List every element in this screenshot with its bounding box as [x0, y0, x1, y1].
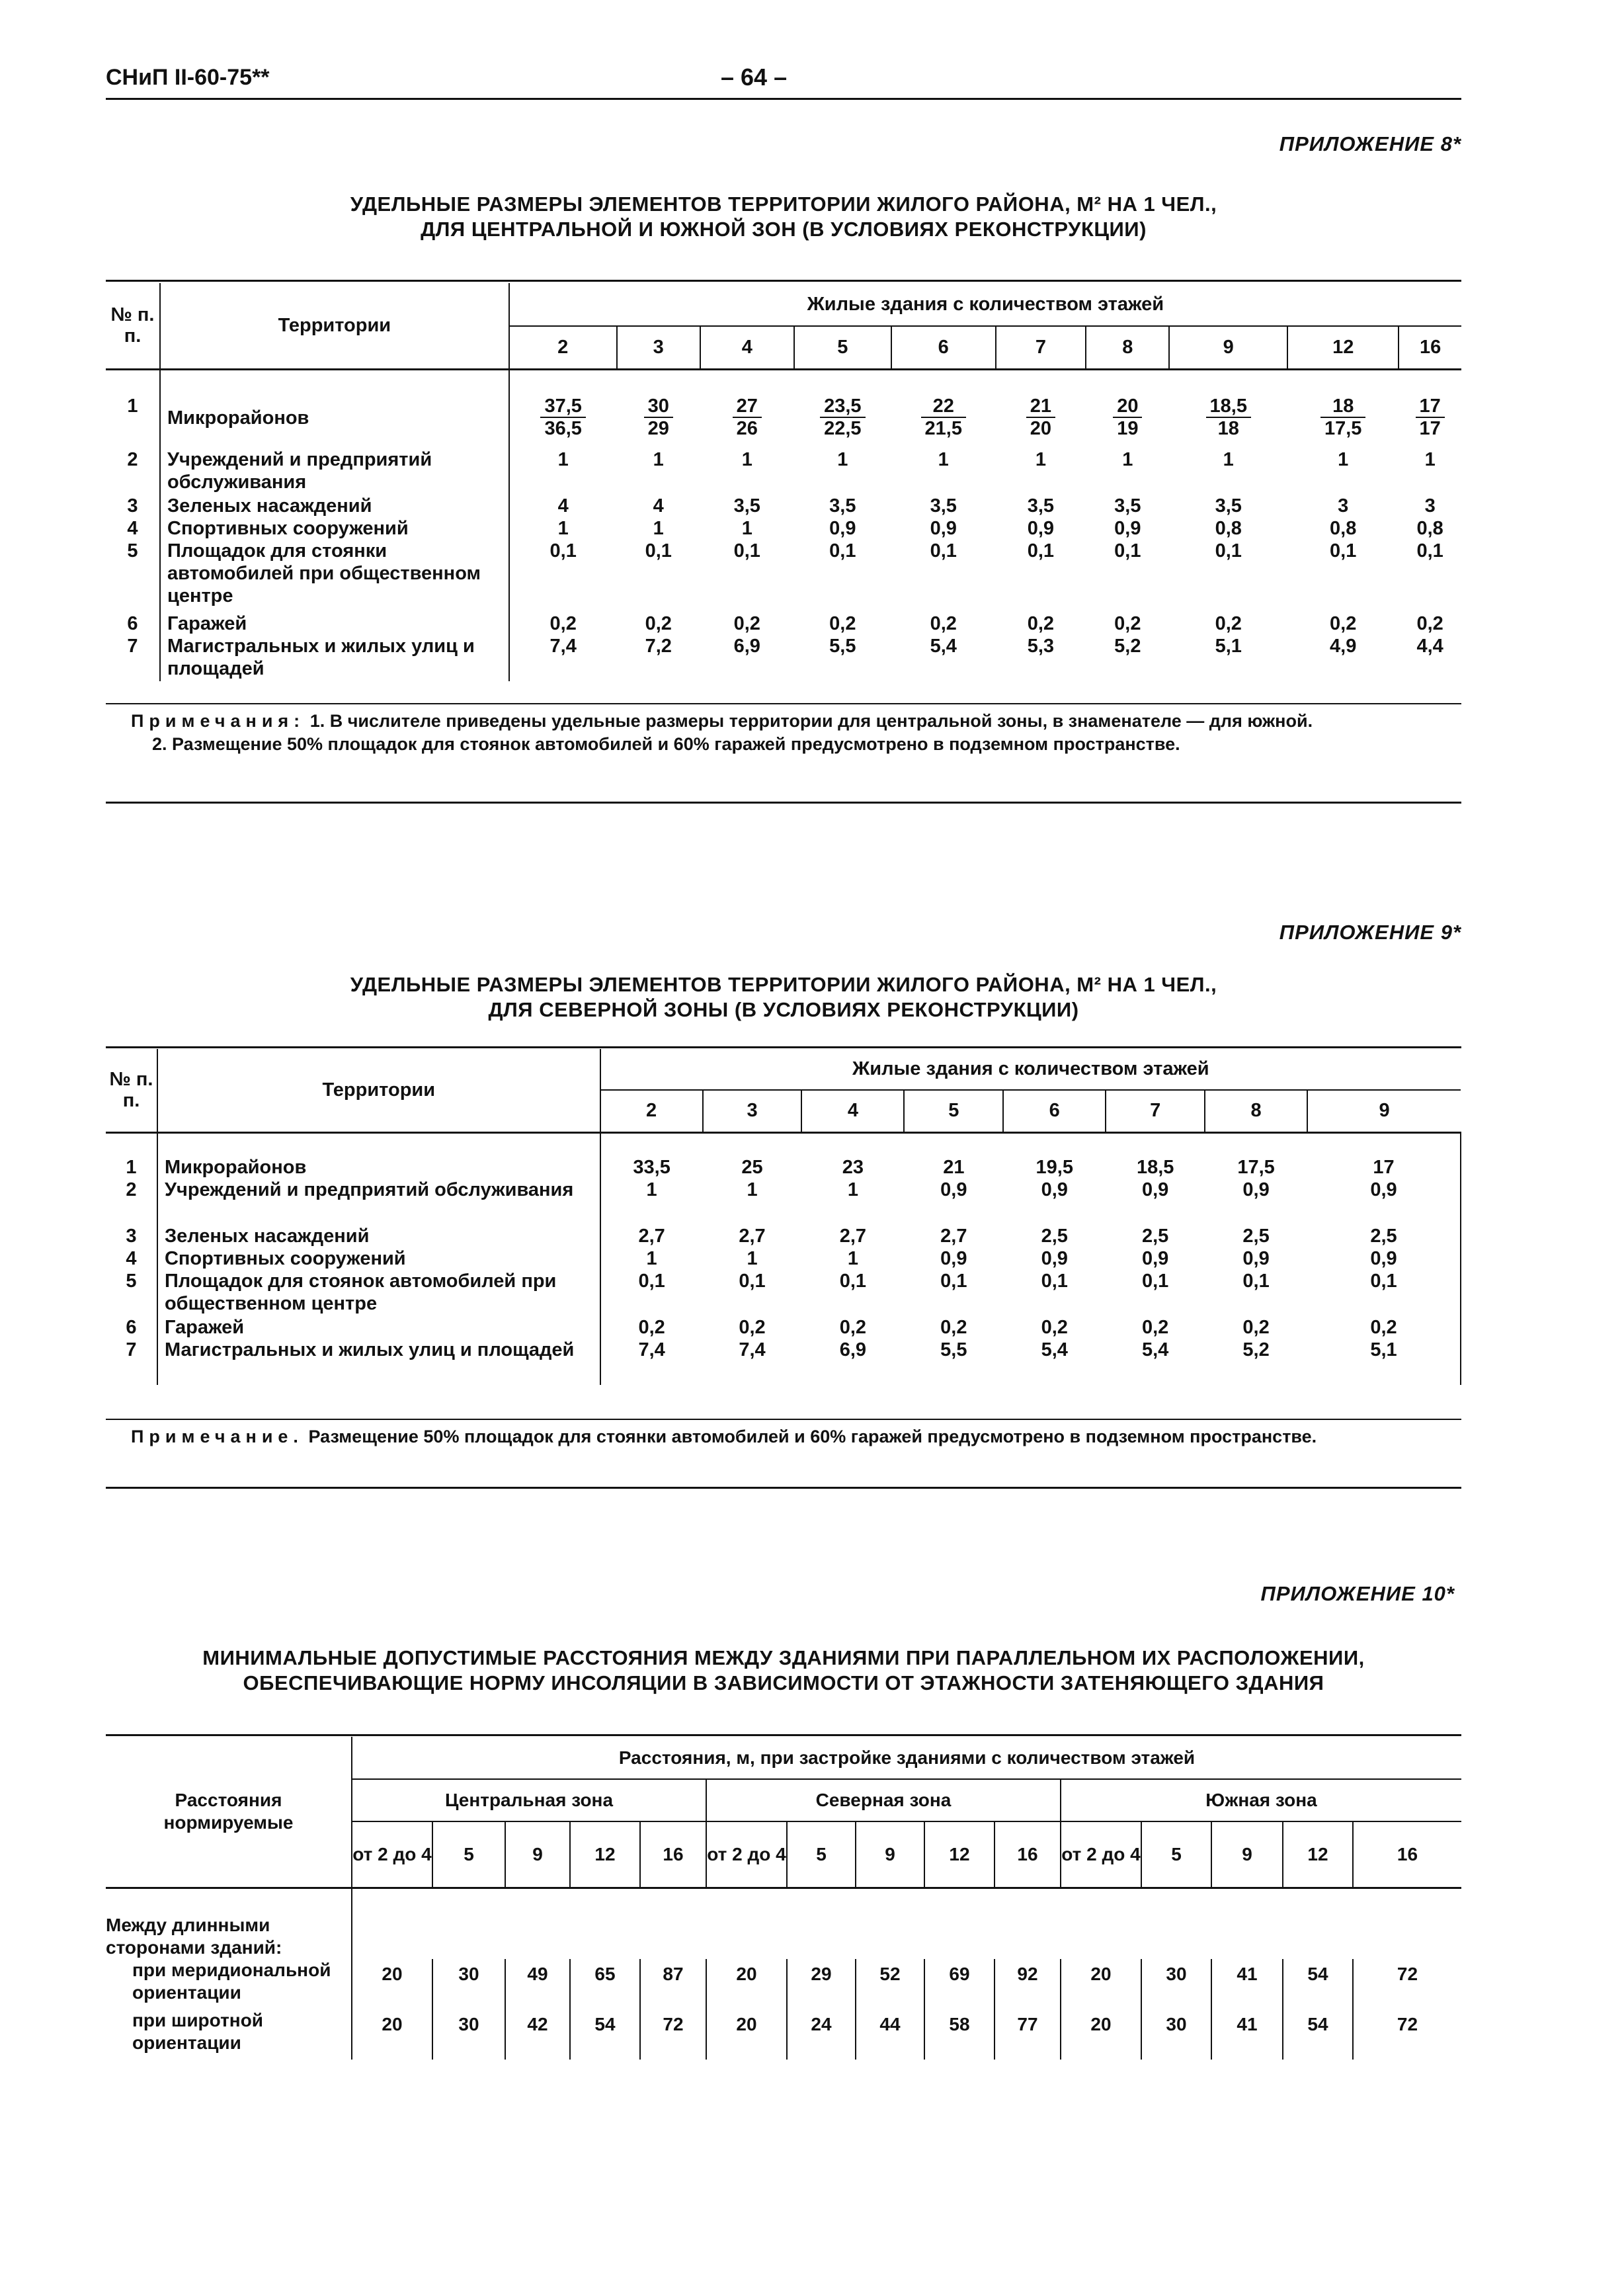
- table-cell: 0,2: [839, 1317, 867, 1338]
- table-row: [106, 1270, 1461, 1316]
- header-rule: [106, 98, 1461, 100]
- floors-group-header: Жилые здания с количеством этажей: [509, 283, 1461, 326]
- table-cell: 1: [837, 449, 848, 470]
- floor-header: 6: [891, 326, 996, 369]
- table-cell: 0,9: [1027, 518, 1055, 539]
- floor-header: 12: [570, 1821, 640, 1888]
- floor-header: 7: [996, 326, 1086, 369]
- row-name: Магистральных и жилых улиц и площадей: [160, 635, 509, 681]
- appendix-8-notes: Примечания: 1. В числителе приведены удельные размеры территории для центральной зоны, в знаменателе — для южной. 2. Размещение 50% площадок для стоянок автомобилей и 60% гаражей предусмотрено в подземном пространстве.: [131, 711, 1313, 754]
- table-cell: 1: [747, 1248, 758, 1269]
- table-cell: 20: [706, 2009, 787, 2060]
- floor-header: 9: [1211, 1821, 1283, 1888]
- table-cell: 1: [557, 518, 569, 539]
- table-cell: 0,1: [638, 1271, 665, 1292]
- table-cell: 41: [1211, 2009, 1283, 2060]
- table-cell: 0,1: [645, 540, 672, 562]
- table-cell: 0,8: [1215, 518, 1242, 539]
- table-cell: 2,7: [739, 1226, 766, 1247]
- table-cell: 42: [505, 2009, 570, 2060]
- appendix-8-table: [106, 283, 1461, 681]
- floor-header: 3: [703, 1090, 802, 1132]
- table-cell: 0,2: [549, 613, 577, 634]
- row-number: 6: [106, 612, 160, 635]
- table-cell: 0,1: [1416, 540, 1443, 562]
- table-cell: 0,2: [1142, 1317, 1169, 1338]
- table-cell: 30: [432, 2009, 505, 2060]
- table-cell: 4,4: [1416, 636, 1443, 657]
- table-cell: 0,8: [1416, 518, 1443, 539]
- fraction-value: $\frac{30}{29}$: [644, 396, 673, 439]
- table-cell: 0,9: [1307, 1179, 1461, 1225]
- zone-header-central: Центральная зона: [352, 1779, 706, 1821]
- floor-header: 9: [1307, 1090, 1461, 1132]
- floor-header: 4: [801, 1090, 904, 1132]
- table-cell: 2,5: [1307, 1225, 1461, 1247]
- floor-header: 5: [432, 1821, 505, 1888]
- table-cell: 0,1: [930, 540, 957, 562]
- row-name: Площадок для стоянки автомобилей при общественном центре: [160, 540, 509, 612]
- table-cell: 24: [787, 2009, 856, 2060]
- table-cell: 77: [995, 2009, 1061, 2060]
- row-name: Магистральных и жилых улиц и площадей: [157, 1339, 600, 1385]
- table-cell: 72: [1353, 1959, 1461, 2009]
- table-cell: 1: [653, 449, 664, 470]
- table-cell: 0,9: [940, 1179, 967, 1200]
- table-cell: 0,9: [1041, 1179, 1068, 1200]
- page-number: – 64 –: [721, 63, 788, 91]
- floor-header: 5: [794, 326, 891, 369]
- table-cell: 7,4: [638, 1339, 665, 1360]
- floor-header: от 2 до 4: [706, 1821, 787, 1888]
- table-cell: 0,9: [1307, 1247, 1461, 1270]
- table-cell: 0,2: [1307, 1316, 1461, 1339]
- table-cell: 1: [847, 1248, 858, 1269]
- table-10-top-rule: [106, 1734, 1461, 1736]
- floor-header: 16: [640, 1821, 706, 1888]
- floor-header: от 2 до 4: [1061, 1821, 1141, 1888]
- table-cell: 7,4: [549, 636, 577, 657]
- table-cell: 5,1: [1215, 636, 1242, 657]
- row-number: 3: [106, 495, 160, 517]
- table-cell: 3,5: [733, 495, 760, 517]
- table-cell: 17: [1307, 1156, 1461, 1179]
- table-cell: 0,9: [940, 1248, 967, 1269]
- table-cell: 30: [1141, 1959, 1211, 2009]
- floor-header: 9: [856, 1821, 924, 1888]
- table-cell: 20: [382, 2014, 403, 2034]
- table-cell: 41: [1211, 1959, 1283, 2009]
- table-cell: 1: [646, 1179, 657, 1200]
- table-cell: 0,1: [1114, 540, 1141, 562]
- floor-header: 16: [1353, 1821, 1461, 1888]
- document-code: СНиП II-60-75**: [106, 65, 270, 90]
- row-name: Учреждений и предприятий обслуживания: [160, 448, 509, 495]
- row-name: при меридиональной ориентации: [106, 1959, 352, 2009]
- appendix-10-label: ПРИЛОЖЕНИЕ 10*: [1260, 1582, 1455, 1605]
- row-number: 1: [106, 1156, 157, 1179]
- appendix-8-label: ПРИЛОЖЕНИЕ 8*: [1279, 132, 1461, 155]
- table-cell: 0,2: [1416, 613, 1443, 634]
- column-header-territory: Территории: [160, 283, 509, 369]
- table-cell: 1: [653, 518, 664, 539]
- floor-header: 16: [1399, 326, 1461, 369]
- floor-header: 5: [787, 1821, 856, 1888]
- table-cell: 5,2: [1242, 1339, 1270, 1360]
- floor-header: 8: [1205, 1090, 1307, 1132]
- table-row: [106, 1179, 1461, 1225]
- floor-header: 9: [505, 1821, 570, 1888]
- table-cell: 2,7: [638, 1226, 665, 1247]
- table-cell: 4,9: [1330, 636, 1357, 657]
- table-row: [106, 448, 1461, 495]
- column-header-no: № п. п.: [106, 1049, 157, 1132]
- fraction-value: $\frac{23,5}{22,5}$: [820, 396, 865, 439]
- table-cell: 0,2: [733, 613, 760, 634]
- table-cell: 2,5: [1142, 1226, 1169, 1247]
- table-cell: 54: [570, 2009, 640, 2060]
- table-cell: 20: [1061, 1959, 1141, 2009]
- table-cell: 1: [938, 449, 949, 470]
- table-cell: 5,2: [1114, 636, 1141, 657]
- row-name: Микрорайонов: [157, 1156, 600, 1179]
- row-number: 4: [106, 517, 160, 540]
- row-number: 3: [106, 1225, 157, 1247]
- table-cell: 33,5: [633, 1157, 670, 1178]
- table-cell: 30: [1141, 2009, 1211, 2060]
- table-cell: 72: [640, 2009, 706, 2060]
- table-cell: 20: [1061, 2009, 1141, 2060]
- table-cell: 0,1: [733, 540, 760, 562]
- table-cell: 65: [570, 1959, 640, 2009]
- table-cell: 20: [706, 1959, 787, 2009]
- appendix-9-end-rule: [106, 1487, 1461, 1489]
- table-cell: 49: [505, 1959, 570, 2009]
- table-cell: 1: [1122, 449, 1133, 470]
- table-cell: 92: [995, 1959, 1061, 2009]
- table-cell: 0,2: [930, 613, 957, 634]
- distance-group-header: Расстояния, м, при застройке зданиями с количеством этажей: [352, 1737, 1461, 1779]
- table-cell: 0,9: [1142, 1248, 1169, 1269]
- table-cell: 44: [856, 2009, 924, 2060]
- table-row: 1 Микрорайонов $\frac{37,5}{36,5}$ $\frac{30}{29}$ $\frac{27}{26}$ $\frac{23,5}{22,5}$ $\frac{22}{21,5}$ $\frac{21}{20}$ $\frac{20}{19}$ $\frac{18,5}{18}$ $\frac{18}{17,5}$ $\frac{17}{17}$: [106, 396, 1461, 448]
- table-cell: 6,9: [733, 636, 760, 657]
- table-cell: 0,1: [1215, 540, 1242, 562]
- table-cell: 0,8: [1330, 518, 1357, 539]
- section-label: Между длинными сторонами зданий:: [106, 1914, 352, 1959]
- floor-header: 12: [1283, 1821, 1353, 1888]
- row-number: 7: [106, 1339, 157, 1385]
- floor-header: 2: [557, 336, 569, 358]
- table-row: [106, 1316, 1461, 1339]
- table-row: [106, 1339, 1461, 1385]
- table-cell: 1: [1424, 449, 1436, 470]
- table-cell: 0,2: [1242, 1317, 1270, 1338]
- table-cell: 3,5: [829, 495, 856, 517]
- row-name: Спортивных сооружений: [157, 1247, 600, 1270]
- row-name: Спортивных сооружений: [160, 517, 509, 540]
- floor-header: 7: [1106, 1090, 1205, 1132]
- table-cell: 0,1: [829, 540, 856, 562]
- table-cell: 3,5: [1215, 495, 1242, 517]
- table-cell: 0,1: [1142, 1271, 1169, 1292]
- floor-header: 3: [617, 326, 700, 369]
- table-cell: 5,4: [1041, 1339, 1068, 1360]
- table-9-bottom-rule: [106, 1419, 1461, 1420]
- column-header-distances: Расстояния нормируемые: [106, 1737, 352, 1888]
- table-cell: 0,1: [1027, 540, 1055, 562]
- table-row: [106, 540, 1461, 612]
- appendix-9-title: УДЕЛЬНЫЕ РАЗМЕРЫ ЭЛЕМЕНТОВ ТЕРРИТОРИИ ЖИЛОГО РАЙОНА, М² НА 1 ЧЕЛ., ДЛЯ СЕВЕРНОЙ ЗОНЫ (В УСЛОВИЯХ РЕКОНСТРУКЦИИ): [350, 973, 1217, 1021]
- fraction-value: $\frac{27}{26}$: [733, 396, 762, 439]
- table-cell: 52: [856, 1959, 924, 2009]
- table-cell: 87: [640, 1959, 706, 2009]
- zone-header-north: Северная зона: [706, 1779, 1061, 1821]
- table-cell: 0,2: [829, 613, 856, 634]
- table-cell: 7,4: [739, 1339, 766, 1360]
- table-cell: 0,2: [739, 1317, 766, 1338]
- floors-group-header: Жилые здания с количеством этажей: [600, 1049, 1461, 1090]
- fraction-value: $\frac{18,5}{18}$: [1206, 396, 1251, 439]
- table-cell: 0,2: [1027, 613, 1055, 634]
- table-cell: 3: [1338, 495, 1349, 517]
- fraction-value: $\frac{21}{20}$: [1026, 396, 1055, 439]
- floor-header: от 2 до 4: [352, 1843, 432, 1864]
- row-number: 7: [106, 635, 160, 681]
- table-cell: 23: [842, 1157, 864, 1178]
- fraction-value: $\frac{22}{21,5}$: [921, 396, 966, 439]
- table-8-top-rule: [106, 280, 1461, 282]
- table-cell: 0,1: [1307, 1270, 1461, 1316]
- table-row: [106, 1156, 1461, 1179]
- table-cell: 1: [1338, 449, 1349, 470]
- table-row: [106, 1959, 1461, 2009]
- table-cell: 1: [1223, 449, 1234, 470]
- table-cell: 72: [1353, 2009, 1461, 2060]
- table-cell: 0,2: [645, 613, 672, 634]
- floor-header: 5: [1141, 1821, 1211, 1888]
- table-cell: 5,4: [1142, 1339, 1169, 1360]
- row-number: 2: [106, 448, 160, 495]
- appendix-10-table: [106, 1737, 1461, 2060]
- column-header-no: № п. п.: [106, 283, 160, 369]
- table-cell: 69: [924, 1959, 995, 2009]
- table-cell: 0,1: [940, 1271, 967, 1292]
- fraction-value: $\frac{17}{17}$: [1416, 396, 1445, 439]
- table-cell: 2,5: [1041, 1226, 1068, 1247]
- table-cell: 2,7: [940, 1226, 967, 1247]
- table-cell: 3: [1424, 495, 1436, 517]
- table-8-bottom-rule: [106, 703, 1461, 704]
- table-cell: 54: [1283, 1959, 1353, 2009]
- table-cell: 1: [557, 449, 569, 470]
- row-number: 6: [106, 1316, 157, 1339]
- table-cell: 2,7: [839, 1226, 867, 1247]
- zone-header-south: Южная зона: [1061, 1779, 1461, 1821]
- floor-header: 12: [924, 1821, 995, 1888]
- table-cell: 20: [382, 1964, 403, 1984]
- row-number: 4: [106, 1247, 157, 1270]
- row-name: Учреждений и предприятий обслуживания: [157, 1179, 600, 1225]
- floor-header: 8: [1086, 326, 1169, 369]
- row-name: Площадок для стоянок автомобилей при общественном центре: [157, 1270, 600, 1316]
- table-cell: 0,9: [1114, 518, 1141, 539]
- appendix-9-note: Примечание. Размещение 50% площадок для стоянки автомобилей и 60% гаражей предусмотрено в подземном пространстве.: [131, 1427, 1317, 1446]
- table-cell: 1: [646, 1248, 657, 1269]
- floor-header: 5: [904, 1090, 1003, 1132]
- table-cell: 0,9: [930, 518, 957, 539]
- table-cell: 0,2: [638, 1317, 665, 1338]
- floor-header: 9: [1169, 326, 1287, 369]
- table-cell: 0,1: [549, 540, 577, 562]
- row-name: Гаражей: [160, 612, 509, 635]
- table-cell: 29: [787, 1959, 856, 2009]
- fraction-value: $\frac{18}{17,5}$: [1320, 396, 1365, 439]
- row-number: 5: [106, 540, 160, 612]
- table-row: [106, 635, 1461, 681]
- appendix-9-table: [106, 1049, 1461, 1385]
- table-cell: 0,2: [1114, 613, 1141, 634]
- table-cell: 0,9: [1142, 1179, 1169, 1200]
- floor-header: 12: [1287, 326, 1399, 369]
- table-cell: 25: [741, 1157, 763, 1178]
- table-cell: 5,1: [1307, 1339, 1461, 1385]
- table-cell: 0,2: [1330, 613, 1357, 634]
- row-name: Гаражей: [157, 1316, 600, 1339]
- row-number: 2: [106, 1179, 157, 1225]
- table-cell: 0,9: [1041, 1248, 1068, 1269]
- table-cell: 1: [1035, 449, 1046, 470]
- table-cell: 58: [924, 2009, 995, 2060]
- fraction-value: $\frac{37,5}{36,5}$: [540, 396, 585, 439]
- table-cell: 18,5: [1136, 1157, 1174, 1178]
- table-cell: 0,1: [1041, 1271, 1068, 1292]
- table-cell: 5,5: [829, 636, 856, 657]
- appendix-10-title: МИНИМАЛЬНЫЕ ДОПУСТИМЫЕ РАССТОЯНИЯ МЕЖДУ ЗДАНИЯМИ ПРИ ПАРАЛЛЕЛЬНОМ ИХ РАСПОЛОЖЕНИИ, ОБЕСПЕЧИВАЮЩИЕ НОРМУ ИНСОЛЯЦИИ В ЗАВИСИМОСТИ ОТ ЭТАЖНОСТИ ЗАТЕНЯЮЩЕГО ЗДАНИЯ: [202, 1646, 1365, 1694]
- table-cell: 0,2: [1041, 1317, 1068, 1338]
- table-cell: 19,5: [1035, 1157, 1073, 1178]
- table-row: [106, 517, 1461, 540]
- table-cell: 5,5: [940, 1339, 967, 1360]
- table-cell: 1: [847, 1179, 858, 1200]
- table-cell: 1: [741, 518, 752, 539]
- table-cell: 54: [1283, 2009, 1353, 2060]
- row-name: Зеленых насаждений: [160, 495, 509, 517]
- table-cell: 4: [557, 495, 569, 517]
- table-cell: 7,2: [645, 636, 672, 657]
- table-row: [106, 1225, 1461, 1247]
- table-cell: 3,5: [930, 495, 957, 517]
- appendix-8-end-rule: [106, 802, 1461, 804]
- table-cell: 1: [741, 449, 752, 470]
- table-cell: 21: [943, 1157, 965, 1178]
- table-cell: 5,3: [1027, 636, 1055, 657]
- floor-header: 6: [1003, 1090, 1106, 1132]
- row-number: 5: [106, 1270, 157, 1316]
- table-cell: 0,1: [839, 1271, 867, 1292]
- table-cell: 17,5: [1237, 1157, 1275, 1178]
- table-cell: 3,5: [1114, 495, 1141, 517]
- table-cell: 30: [432, 1959, 505, 2009]
- row-name: при широтной ориентации: [106, 2009, 352, 2060]
- floor-header: 4: [700, 326, 794, 369]
- table-cell: 0,1: [739, 1271, 766, 1292]
- table-cell: 0,1: [1330, 540, 1357, 562]
- table-9-top-rule: [106, 1046, 1461, 1048]
- table-cell: 0,9: [829, 518, 856, 539]
- table-cell: 1: [747, 1179, 758, 1200]
- appendix-8-title: УДЕЛЬНЫЕ РАЗМЕРЫ ЭЛЕМЕНТОВ ТЕРРИТОРИИ ЖИЛОГО РАЙОНА, М² НА 1 ЧЕЛ., ДЛЯ ЦЕНТРАЛЬНОЙ И ЮЖНОЙ ЗОН (В УСЛОВИЯХ РЕКОНСТРУКЦИИ): [350, 192, 1217, 241]
- table-row: [106, 495, 1461, 517]
- table-cell: 0,9: [1242, 1248, 1270, 1269]
- floor-header: 2: [646, 1100, 657, 1122]
- table-cell: 4: [653, 495, 664, 517]
- fraction-value: $\frac{20}{19}$: [1113, 396, 1142, 439]
- table-cell: 0,9: [1242, 1179, 1270, 1200]
- row-name: Зеленых насаждений: [157, 1225, 600, 1247]
- table-row: [106, 612, 1461, 635]
- column-header-territory: Территории: [157, 1049, 600, 1132]
- table-cell: 5,4: [930, 636, 957, 657]
- table-cell: 2,5: [1242, 1226, 1270, 1247]
- table-cell: 0,2: [1215, 613, 1242, 634]
- table-cell: 0,2: [940, 1317, 967, 1338]
- appendix-9-label: ПРИЛОЖЕНИЕ 9*: [1279, 921, 1461, 944]
- floor-header: 16: [995, 1821, 1061, 1888]
- table-cell: 3,5: [1027, 495, 1055, 517]
- table-cell: 0,1: [1242, 1271, 1270, 1292]
- table-row: [106, 2009, 1461, 2060]
- table-row: [106, 1247, 1461, 1270]
- table-cell: 6,9: [839, 1339, 867, 1360]
